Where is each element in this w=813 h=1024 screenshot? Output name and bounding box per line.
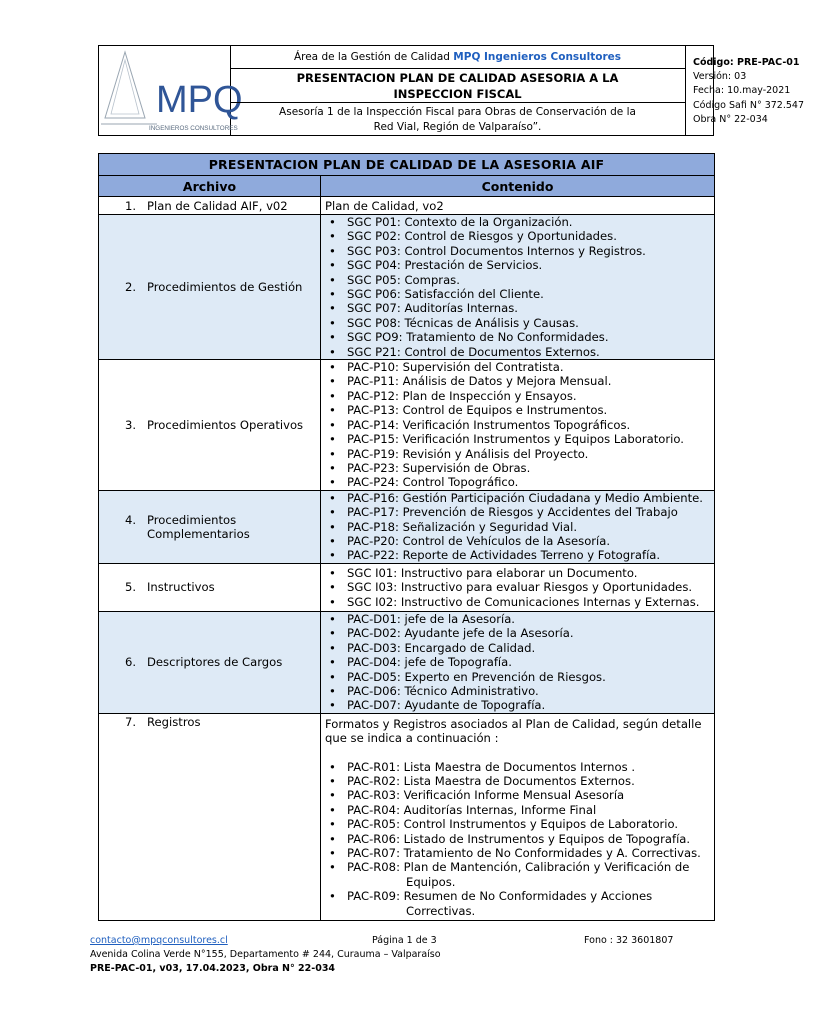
list-item: • PAC-P19: Revisión y Análisis del Proyecto.	[325, 447, 710, 461]
list-item: • PAC-P24: Control Topográfico.	[325, 475, 710, 489]
list-item: • SGC I01: Instructivo para elaborar un Documento.	[325, 566, 710, 580]
list-item-line-1: PAC-R09: Resumen de No Conformidades y Acciones	[347, 889, 653, 904]
archivo-name	[147, 513, 302, 541]
doc-date: Fecha: 10.may-2021	[693, 85, 791, 97]
list-item: • PAC-D05: Experto en Prevención de Riesgos.	[325, 670, 710, 684]
list-item: • SGC P02: Control de Riesgos y Oportunidades.	[325, 229, 710, 243]
contenido-cell	[321, 611, 715, 713]
bullet-list	[325, 760, 710, 918]
page-number: Página 1 de 3	[372, 935, 437, 946]
list-item: • SGC P04: Prestación de Servicios.	[325, 258, 710, 272]
contenido-cell	[321, 360, 715, 491]
quality-area-line	[230, 46, 685, 69]
row-number: 5.	[125, 580, 137, 595]
list-item: • PAC-D07: Ayudante de Topografía.	[325, 698, 710, 712]
list-item: • SGC P06: Satisfacción del Cliente.	[325, 287, 710, 301]
list-item: • SGC P08: Técnicas de Análisis y Causas.	[325, 316, 710, 330]
archivo-cell	[99, 713, 321, 920]
document-reference: PRE-PAC-01, v03, 17.04.2023, Obra N° 22-034	[90, 963, 336, 974]
document-title	[230, 69, 685, 103]
header-center	[230, 46, 685, 135]
archivo-name: Procedimientos de Gestión	[147, 280, 303, 295]
archivo-name: Registros	[147, 714, 201, 729]
contenido-cell	[321, 215, 715, 360]
quality-plan-table	[98, 153, 715, 921]
list-item: • PAC-R04: Auditorías Internas, Informe Final	[325, 803, 710, 817]
list-item: • PAC-P17: Prevención de Riesgos y Accidentes del Trabajo	[325, 505, 710, 519]
list-item: • PAC-R07: Tratamiento de No Conformidades y A. Correctivas.	[325, 846, 710, 860]
table-title: PRESENTACION PLAN DE CALIDAD DE LA ASESORIA AIF	[99, 154, 715, 176]
list-item: • PAC-R01: Lista Maestra de Documentos Internos .	[325, 760, 710, 774]
column-header-contenido: Contenido	[321, 176, 715, 197]
list-item: • PAC-R05: Control Instrumentos y Equipos de Laboratorio.	[325, 817, 710, 831]
list-item: • PAC-D04: jefe de Topografía.	[325, 655, 710, 669]
doc-safi-code: Código Safi N° 372.547	[693, 99, 804, 111]
archivo-cell	[99, 490, 321, 563]
archivo-name: Plan de Calidad AIF, v02	[147, 198, 288, 213]
contenido-cell: Plan de Calidad, vo2	[321, 197, 715, 215]
document-metadata	[685, 46, 813, 135]
bullet-list	[325, 612, 710, 713]
bullet-list	[325, 491, 710, 563]
list-item-line-2: Equipos.	[406, 874, 456, 889]
contenido-cell	[321, 490, 715, 563]
bullet-list	[325, 360, 710, 490]
table-row	[99, 713, 715, 920]
table-row	[99, 360, 715, 491]
archivo-name: Descriptores de Cargos	[147, 655, 283, 670]
company-address: Avenida Colina Verde N°155, Departamento # 244, Curauma – Valparaíso	[90, 949, 441, 960]
title-line-1: PRESENTACION PLAN DE CALIDAD ASESORIA A LA	[296, 71, 619, 85]
row-number: 7.	[125, 714, 137, 729]
list-item: • SGC PO9: Tratamiento de No Conformidades.	[325, 330, 710, 344]
list-item: • PAC-P18: Señalización y Seguridad Vial.	[325, 520, 710, 534]
list-item: • PAC-P16: Gestión Participación Ciudadana y Medio Ambiente.	[325, 491, 710, 505]
list-item: • PAC-P20: Control de Vehículos de la Asesoría.	[325, 534, 710, 548]
list-item: • PAC-D02: Ayudante jefe de la Asesoría.	[325, 626, 710, 640]
area-brand: MPQ Ingenieros Consultores	[453, 51, 622, 63]
table-row	[99, 197, 715, 215]
company-logo	[99, 46, 243, 135]
archivo-name-line-2: Complementarios	[147, 526, 250, 541]
row-number: 1.	[125, 198, 137, 213]
archivo-name: Procedimientos Operativos	[147, 417, 304, 432]
list-item: • PAC-P12: Plan de Inspección y Ensayos.	[325, 389, 710, 403]
document-subtitle	[230, 104, 685, 135]
list-item: • SGC P01: Contexto de la Organización.	[325, 215, 710, 229]
row-number: 3.	[125, 417, 137, 432]
row-number: 4.	[125, 512, 137, 527]
list-item-line-1: PAC-R08: Plan de Mantención, Calibración y Verificación de	[347, 860, 690, 875]
area-prefix: Área de la Gestión de Calidad	[293, 51, 450, 63]
list-item: • PAC-P10: Supervisión del Contratista.	[325, 360, 710, 374]
list-item	[325, 860, 710, 889]
list-item	[325, 889, 710, 918]
mpq-logo-icon	[99, 46, 243, 135]
list-item: • PAC-P11: Análisis de Datos y Mejora Mensual.	[325, 374, 710, 388]
list-item: • PAC-D06: Técnico Administrativo.	[325, 684, 710, 698]
contact-email-link[interactable]: contacto@mpqconsultores.cl	[90, 935, 228, 946]
doc-version: Versión: 03	[693, 71, 747, 83]
list-item: • PAC-P14: Verificación Instrumentos Topográficos.	[325, 418, 710, 432]
archivo-cell	[99, 611, 321, 713]
intro-line-2: que se indica a continuación :	[325, 731, 499, 746]
table-row	[99, 215, 715, 360]
archivo-name-line-1: Procedimientos	[147, 512, 237, 527]
archivo-name: Instructivos	[147, 580, 215, 595]
archivo-cell	[99, 360, 321, 491]
logo-subtext: INGENIEROS CONSULTORES	[149, 125, 238, 132]
table-title-row	[99, 154, 715, 176]
table-row	[99, 611, 715, 713]
table-row	[99, 563, 715, 611]
subtitle-line-2: Red Vial, Región de Valparaíso”.	[373, 121, 542, 133]
phone-number: Fono : 32 3601807	[584, 935, 674, 946]
list-item: • PAC-P15: Verificación Instrumentos y Equipos Laboratorio.	[325, 432, 710, 446]
doc-obra: Obra N° 22-034	[693, 113, 768, 125]
list-item: • SGC P07: Auditorías Internas.	[325, 301, 710, 315]
archivo-cell	[99, 197, 321, 215]
contenido-cell	[321, 563, 715, 611]
list-item: • PAC-D01: jefe de la Asesoría.	[325, 612, 710, 626]
list-item: • PAC-D03: Encargado de Calidad.	[325, 641, 710, 655]
archivo-cell	[99, 215, 321, 360]
list-item: • SGC I02: Instructivo de Comunicaciones Internas y Externas.	[325, 595, 710, 609]
bullet-list	[325, 215, 710, 359]
table-header-row	[99, 176, 715, 197]
list-item: • PAC-R03: Verificación Informe Mensual Asesoría	[325, 788, 710, 802]
table-row	[99, 490, 715, 563]
list-item: • SGC P21: Control de Documentos Externos.	[325, 345, 710, 359]
list-item: • SGC I03: Instructivo para evaluar Riesgos y Oportunidades.	[325, 580, 710, 594]
contenido-cell	[321, 713, 715, 920]
list-item: • SGC P05: Compras.	[325, 273, 710, 287]
list-item: • SGC P03: Control Documentos Internos y Registros.	[325, 244, 710, 258]
row-number: 6.	[125, 655, 137, 670]
title-line-2: INSPECCION FISCAL	[393, 87, 522, 101]
doc-code: Código: PRE-PAC-01	[693, 57, 800, 68]
list-item: • PAC-P13: Control de Equipos e Instrumentos.	[325, 403, 710, 417]
archivo-cell	[99, 563, 321, 611]
column-header-archivo: Archivo	[99, 176, 321, 197]
registros-intro	[325, 715, 710, 746]
bullet-list	[325, 566, 710, 609]
list-item: • PAC-P23: Supervisión de Obras.	[325, 461, 710, 475]
list-item: • PAC-R02: Lista Maestra de Documentos Externos.	[325, 774, 710, 788]
list-item: • PAC-R06: Listado de Instrumentos y Equipos de Topografía.	[325, 832, 710, 846]
row-number: 2.	[125, 280, 137, 295]
list-item: • PAC-P22: Reporte de Actividades Terreno y Fotografía.	[325, 548, 710, 562]
document-footer	[90, 934, 710, 976]
document-header	[98, 45, 804, 136]
intro-line-1: Formatos y Registros asociados al Plan de Calidad, según detalle	[325, 716, 702, 731]
logo-text: MPQ	[156, 79, 243, 121]
subtitle-line-1: Asesoría 1 de la Inspección Fiscal para Obras de Conservación de la	[279, 106, 636, 118]
list-item-line-2: Correctivas.	[406, 903, 476, 918]
